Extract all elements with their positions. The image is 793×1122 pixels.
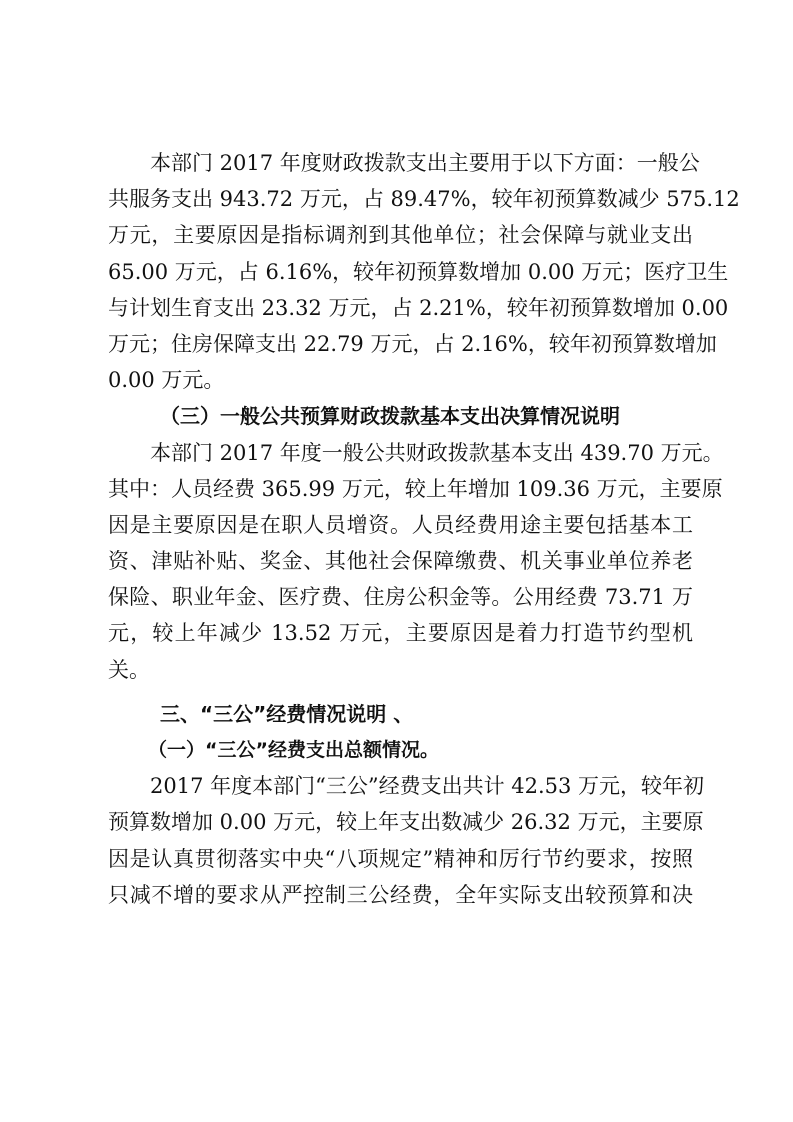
text-line: 2017 年度本部门“三公”经费支出共计 42.53 万元，较年初	[150, 774, 705, 799]
text-line: 元，较上年减少 13.52 万元，主要原因是着力打造节约型机	[108, 621, 693, 646]
text-line: 因是认真贯彻落实中央“八项规定”精神和厉行节约要求，按照	[108, 846, 693, 871]
paragraph-basic-expenditure	[108, 435, 724, 688]
paragraph-budget-expenditure	[108, 145, 740, 398]
text-line: 本部门 2017 年度财政拨款支出主要用于以下方面：一般公	[150, 151, 700, 175]
text-line: 共服务支出 943.72 万元，占 89.47%，较年初预算数减少 575.12	[108, 187, 740, 212]
text-line: 预算数增加 0.00 万元，较上年支出数减少 26.32 万元，主要原	[108, 810, 704, 835]
text-line: 0.00 万元。	[108, 368, 225, 393]
subsection-heading: （一）“三公”经费支出总额情况。	[148, 739, 439, 761]
text-line: 关。	[108, 657, 150, 682]
text-line: 其中：人员经费 365.99 万元，较上年增加 109.36 万元，主要原	[108, 476, 723, 501]
text-line: 万元，主要原因是指标调剂到其他单位；社会保障与就业支出	[108, 223, 693, 248]
text-line: 因是主要原因是在职人员增资。人员经费用途主要包括基本工	[108, 512, 693, 537]
text-line: 万元；住房保障支出 22.79 万元，占 2.16%，较年初预算数增加	[108, 331, 717, 356]
document-body	[108, 145, 740, 913]
text-line: 保险、职业年金、医疗费、住房公积金等。公用经费 73.71 万	[108, 585, 693, 610]
text-line: 本部门 2017 年度一般公共财政拨款基本支出 439.70 万元。	[150, 440, 724, 465]
section-heading: 三、“三公”经费情况说明 、	[160, 701, 414, 726]
text-line: 资、津贴补贴、奖金、其他社会保障缴费、机关事业单位养老	[108, 549, 693, 574]
text-line: 与计划生育支出 23.32 万元，占 2.21%，较年初预算数增加 0.00	[108, 295, 729, 320]
paragraph-three-public-expenses	[108, 768, 705, 913]
section-heading: （三）一般公共预算财政拨款基本支出决算情况说明	[160, 404, 620, 429]
text-line: 只减不增的要求从严控制三公经费，全年实际支出较预算和决	[108, 882, 693, 907]
text-line: 65.00 万元，占 6.16%，较年初预算数增加 0.00 万元；医疗卫生	[108, 259, 729, 284]
